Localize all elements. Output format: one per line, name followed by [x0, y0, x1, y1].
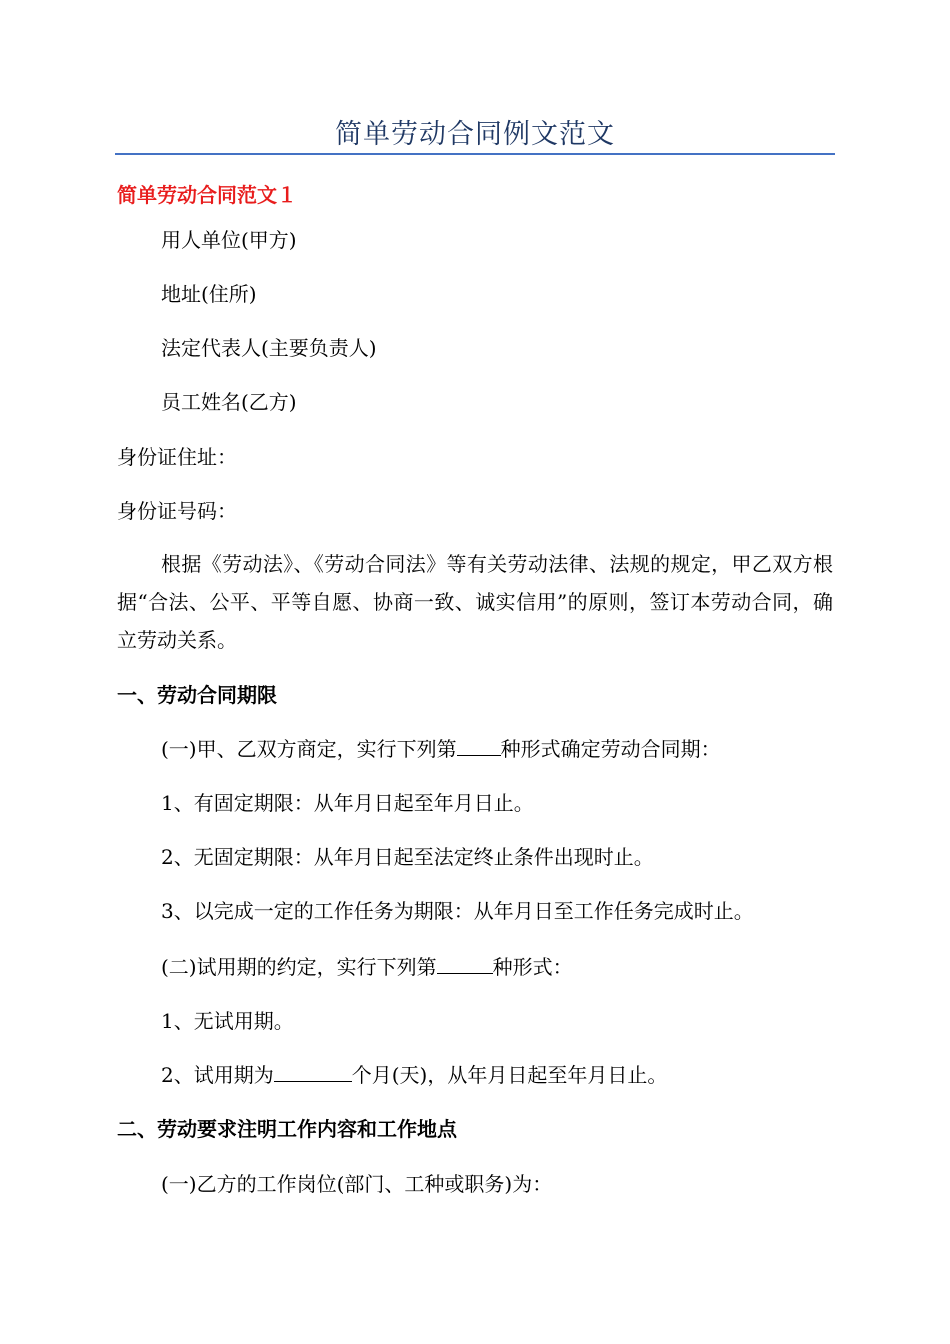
- clause-job-position: (一)乙方的工作岗位(部门、工种或职务)为：: [161, 1172, 553, 1196]
- fill-blank[interactable]: [457, 737, 501, 756]
- field-employer: 用人单位(甲方): [161, 228, 297, 252]
- clause-term-form: [161, 737, 721, 761]
- term-option-fixed: 1、有固定期限：从年月日起至年月日止。: [161, 791, 534, 815]
- document-title: 简单劳动合同例文范文: [335, 119, 615, 150]
- fill-blank[interactable]: [437, 955, 493, 974]
- field-address: 地址(住所): [161, 282, 257, 306]
- field-id-address: 身份证住址：: [117, 445, 237, 469]
- probation-option-period: [161, 1063, 667, 1087]
- clause-text: 个月(天)，从年月日起至年月日止。: [351, 1063, 668, 1087]
- field-employee-name: 员工姓名(乙方): [161, 390, 297, 414]
- clause-text: (一)甲、乙双方商定，实行下列第: [161, 737, 457, 761]
- probation-option-none: 1、无试用期。: [161, 1009, 294, 1033]
- clause-text: (二)试用期的约定，实行下列第: [161, 955, 437, 979]
- field-legal-representative: 法定代表人(主要负责人): [161, 336, 377, 360]
- term-option-task: 3、以完成一定的工作任务为期限：从年月日至工作任务完成时止。: [161, 899, 754, 923]
- title-underline: [115, 153, 835, 155]
- term-option-open: 2、无固定期限：从年月日起至法定终止条件出现时止。: [161, 845, 654, 869]
- fill-blank[interactable]: [274, 1063, 352, 1082]
- field-id-number: 身份证号码：: [117, 499, 237, 523]
- clause-text: 种形式确定劳动合同期：: [500, 737, 721, 761]
- section-title: 简单劳动合同范文１: [117, 183, 297, 207]
- clause-text: 2、试用期为: [161, 1063, 274, 1087]
- clause-probation-form: [161, 955, 573, 979]
- clause-text: 种形式：: [492, 955, 573, 979]
- intro-paragraph: 根据《劳动法》、《劳动合同法》等有关劳动法律、法规的规定，甲乙双方根据“合法、公平、平等自愿、协商一致、诚实信用”的原则，签订本劳动合同，确立劳动关系。: [117, 552, 833, 652]
- heading-work-content: 二、劳动要求注明工作内容和工作地点: [117, 1117, 457, 1141]
- heading-contract-term: 一、劳动合同期限: [117, 683, 277, 707]
